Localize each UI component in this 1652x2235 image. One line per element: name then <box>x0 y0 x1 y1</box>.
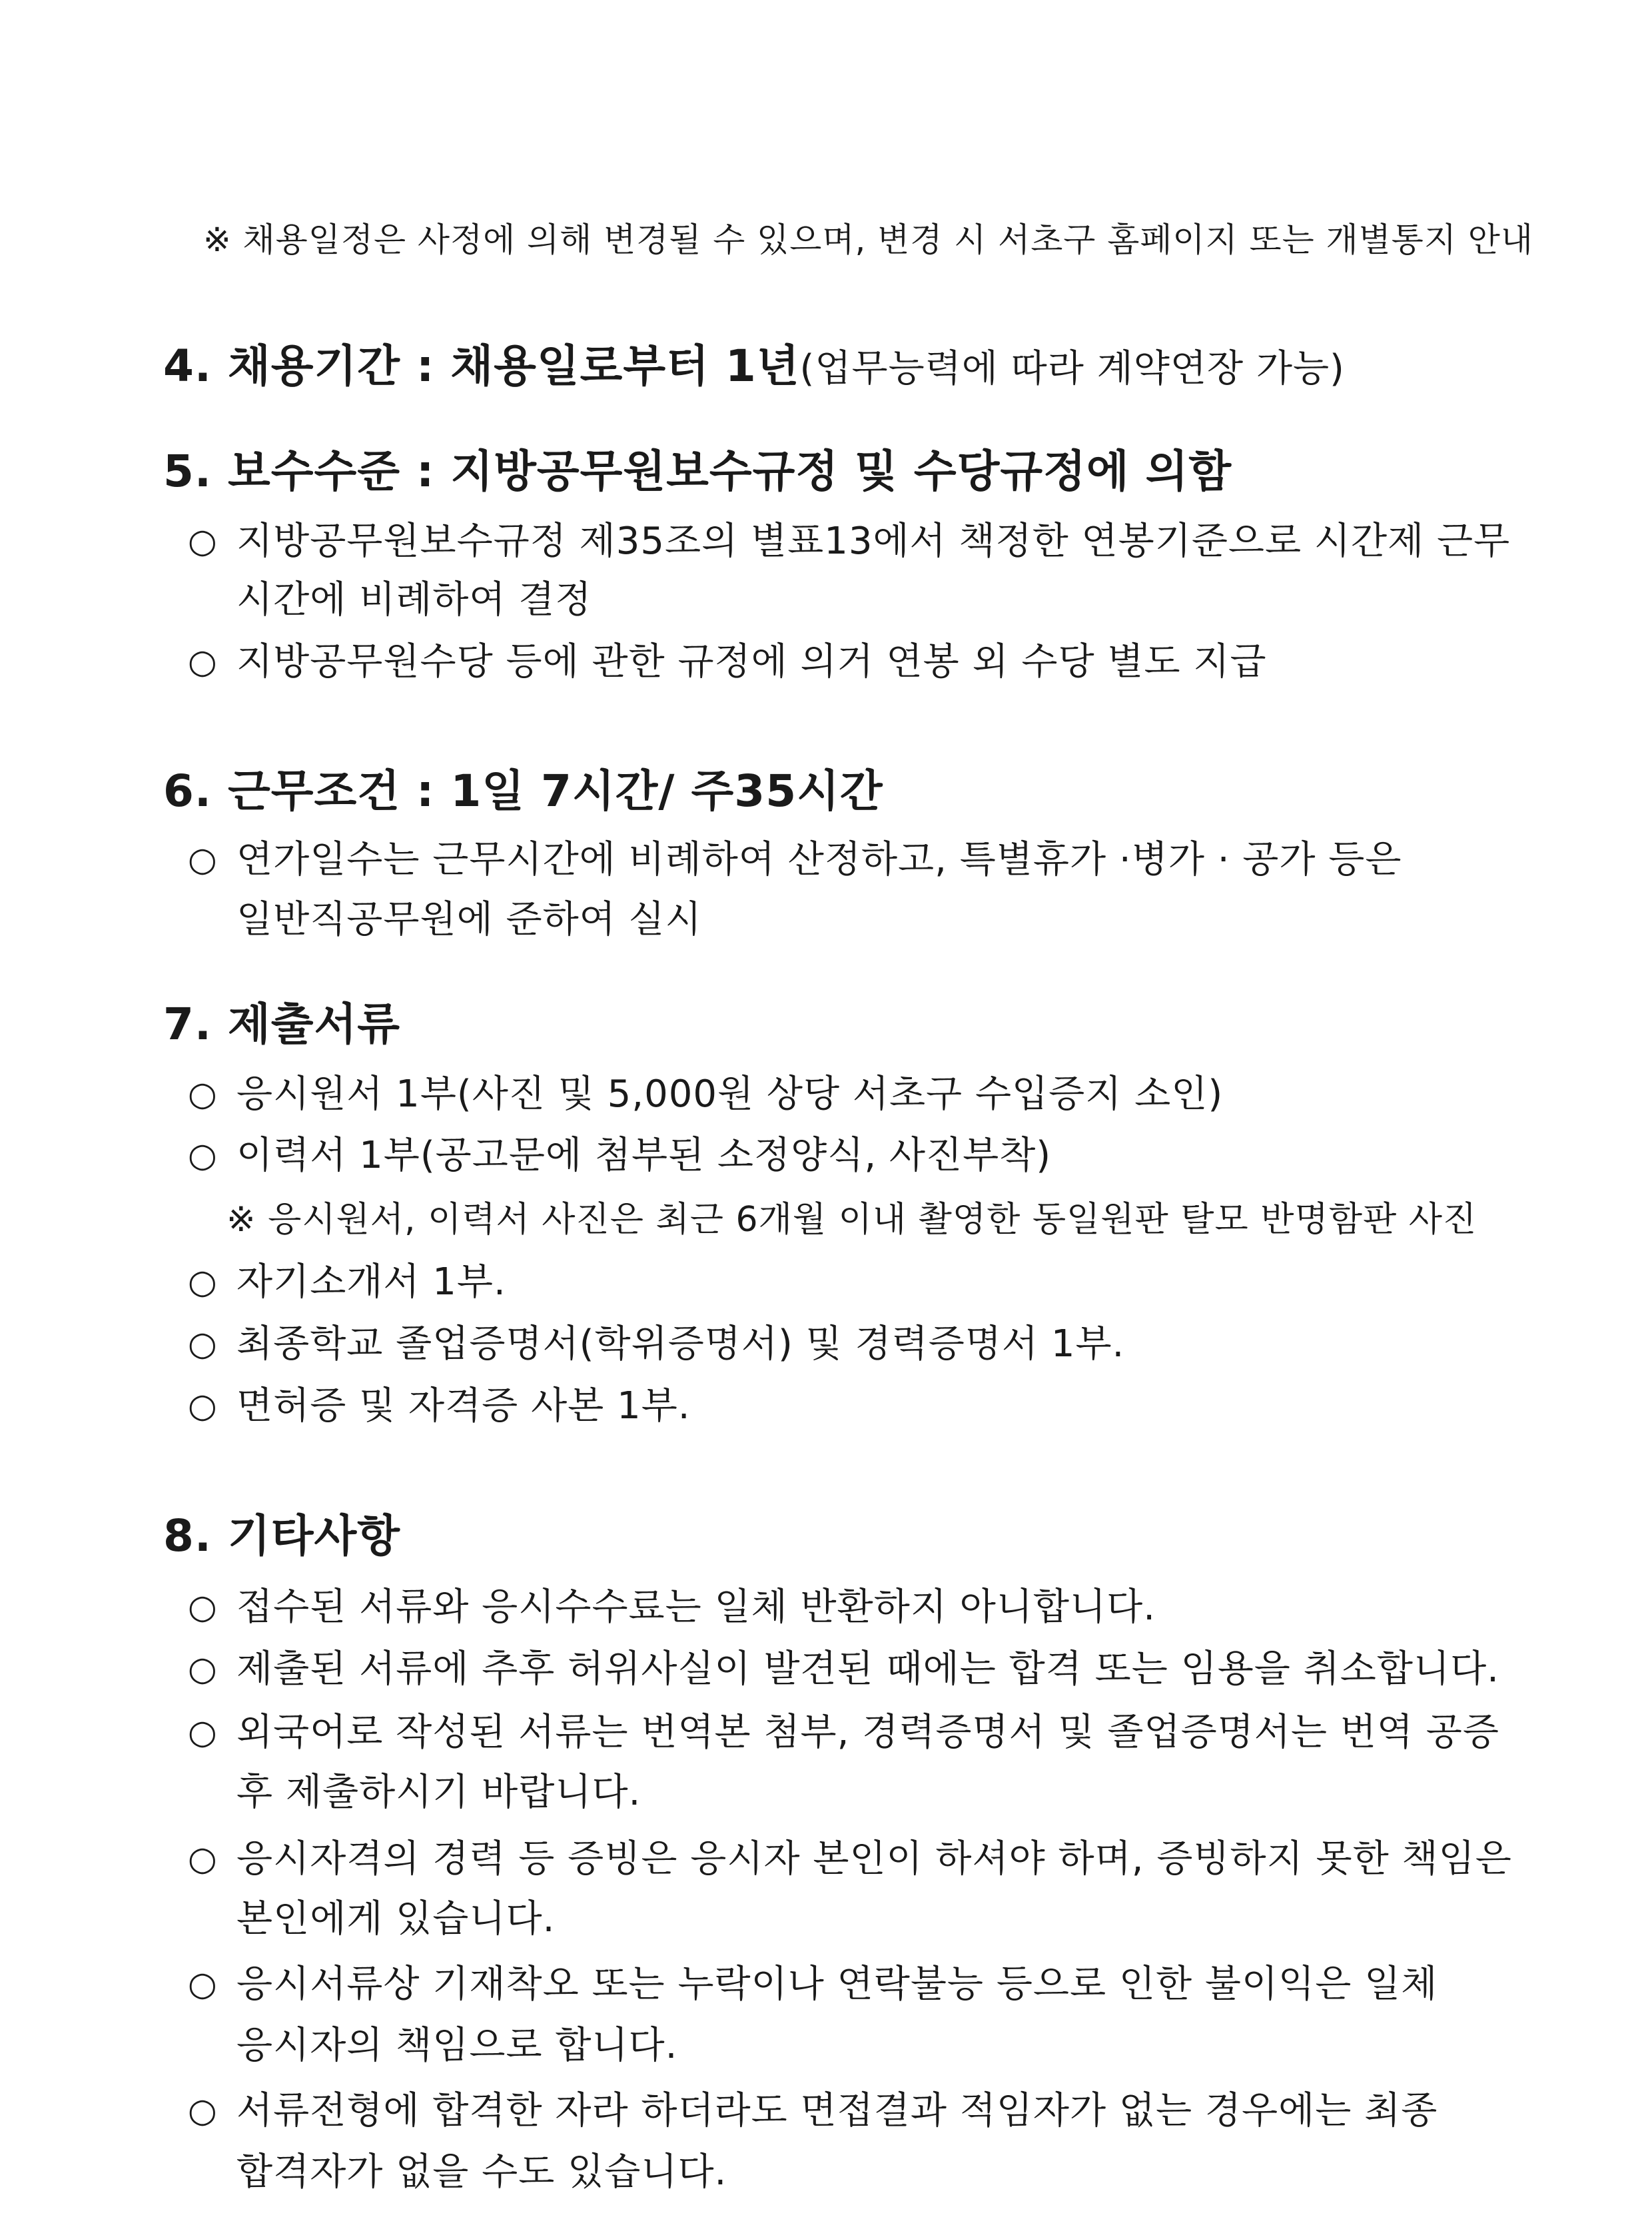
section-5-item-1-line-1: 지방공무원보수규정 제35조의 별표13에서 책정한 연봉기준으로 시간제 근무 <box>236 520 1511 563</box>
section-7-item-1: 응시원서 1부(사진 및 5,000원 상당 서초구 수입증지 소인) <box>236 1073 1224 1116</box>
bullet-icon: ○ <box>188 1386 217 1425</box>
section-6-item-1-line-1: 연가일수는 근무시간에 비례하여 산정하고, 특별휴가 ·병가 · 공가 등은 <box>236 838 1402 881</box>
section-7-item-4: 최종학교 졸업증명서(학위증명서) 및 경력증명서 1부. <box>236 1322 1125 1366</box>
section-8-item-5-line-2: 응시자의 책임으로 합니다. <box>236 2024 678 2067</box>
section-8-item-2: 제출된 서류에 추후 허위사실이 발견된 때에는 합격 또는 임용을 취소합니다. <box>236 1647 1499 1691</box>
section-4-title-rest: (업무능력에 따라 계약연장 가능) <box>799 347 1345 390</box>
section-4-heading <box>163 340 1345 392</box>
bullet-icon: ○ <box>188 1262 217 1301</box>
bullet-icon: ○ <box>188 840 217 879</box>
bullet-icon: ○ <box>188 2091 217 2130</box>
section-8-item-4-line-2: 본인에게 있습니다. <box>236 1897 556 1941</box>
section-7-heading: 7. 제출서류 <box>163 999 400 1050</box>
section-5-item-1-line-2: 시간에 비례하여 결정 <box>236 578 592 622</box>
bullet-icon: ○ <box>188 642 217 681</box>
section-4-title: 4. 채용기간 : 채용일로부터 1년 <box>163 340 800 392</box>
section-8-item-5-line-1: 응시서류상 기재착오 또는 누락이나 연락불능 등으로 인한 불이익은 일체 <box>236 1963 1438 2006</box>
bullet-icon: ○ <box>188 1713 217 1751</box>
section-6-item-1-line-2: 일반직공무원에 준하여 실시 <box>236 898 702 941</box>
section-8-heading: 8. 기타사항 <box>163 1510 400 1562</box>
section-8-item-4-line-1: 응시자격의 경력 등 증빙은 응시자 본인이 하셔야 하며, 증빙하지 못한 책임은 <box>236 1837 1512 1881</box>
bullet-icon: ○ <box>188 1649 217 1688</box>
section-8-item-3-line-1: 외국어로 작성된 서류는 번역본 첨부, 경력증명서 및 졸업증명서는 번역 공증 <box>236 1711 1499 1754</box>
section-7-item-2: 이력서 1부(공고문에 첨부된 소정양식, 사진부착) <box>236 1134 1052 1177</box>
bullet-icon: ○ <box>188 1587 217 1626</box>
bullet-icon: ○ <box>188 1839 217 1878</box>
section-8-item-3-line-2: 후 제출하시기 바랍니다. <box>236 1771 641 1814</box>
section-5-item-2: 지방공무원수당 등에 관한 규정에 의거 연봉 외 수당 별도 지급 <box>236 640 1267 683</box>
bullet-icon: ○ <box>188 1965 217 2003</box>
section-6-heading: 6. 근무조건 : 1일 7시간/ 주35시간 <box>163 765 883 817</box>
section-8-item-1: 접수된 서류와 응시수수료는 일체 반환하지 아니합니다. <box>236 1585 1156 1629</box>
bullet-icon: ○ <box>188 522 217 560</box>
bullet-icon: ○ <box>188 1075 217 1113</box>
bullet-icon: ○ <box>188 1324 217 1363</box>
bullet-icon: ○ <box>188 1136 217 1174</box>
section-7-photo-note: ※ 응시원서, 이력서 사진은 최근 6개월 이내 촬영한 동일원판 탈모 반명함판 사진 <box>226 1200 1477 1240</box>
section-7-item-3: 자기소개서 1부. <box>236 1260 506 1304</box>
section-5-heading: 5. 보수수준 : 지방공무원보수규정 및 수당규정에 의함 <box>163 446 1232 497</box>
section-8-item-6-line-1: 서류전형에 합격한 자라 하더라도 면접결과 적임자가 없는 경우에는 최종 <box>236 2089 1438 2132</box>
section-8-item-6-line-2: 합격자가 없을 수도 있습니다. <box>236 2150 727 2194</box>
section-7-item-5: 면허증 및 자격증 사본 1부. <box>236 1384 691 1428</box>
schedule-note: ※ 채용일정은 사정에 의해 변경될 수 있으며, 변경 시 서초구 홈페이지 또는 개별통지 안내 <box>203 221 1533 259</box>
